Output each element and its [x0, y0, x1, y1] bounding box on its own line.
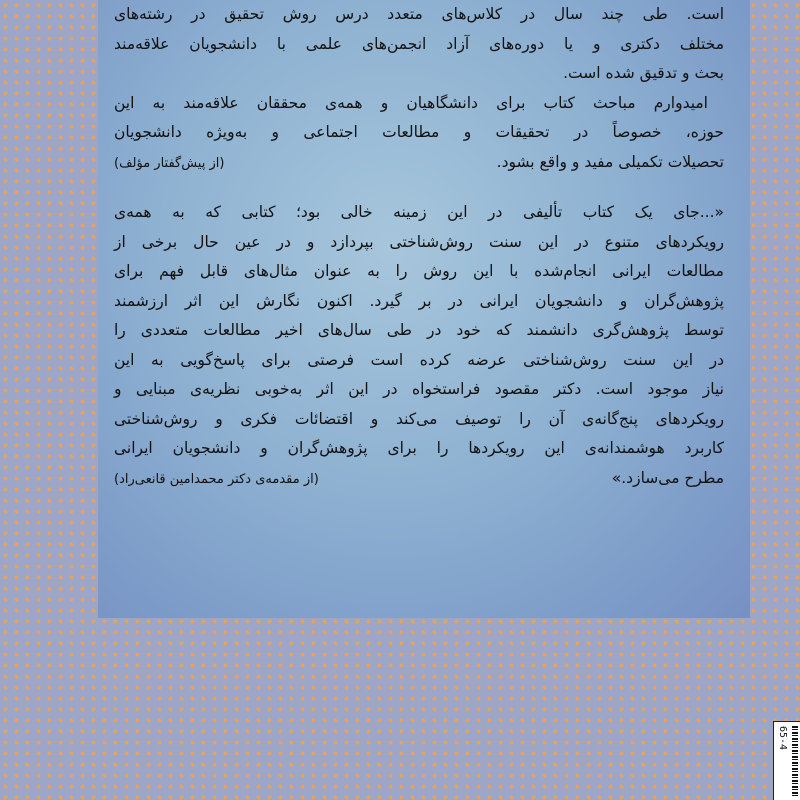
isbn-text: 65-4 — [777, 726, 788, 751]
intro-line: کاربرد هوشمندانه‌ی این رویکردها را برای پژوهش‌گران و دانشجویان ایرانی — [114, 439, 724, 457]
intro-line: «...جای یک کتاب تألیفی در این زمینه خالی بود؛ کتابی که به همه‌ی — [114, 203, 724, 221]
preface-line: مختلف دکتری و یا دوره‌های آزاد انجمن‌های علمی با دانشجویان علاقه‌مند — [114, 34, 724, 53]
intro-line: مطالعات ایرانی انجام‌شده با این روش را به عنوان مثال‌های قابل فهم برای — [114, 262, 724, 280]
intro-line: نیاز موجود است. دکتر مقصود فراستخواه در این اثر به‌خوبی نظریه‌ی مبنایی و — [114, 380, 724, 398]
intro-line: توسط پژوهش‌گری دانشمند که خود در طی سال‌های اخیر مطالعات متعددی را — [114, 321, 724, 339]
intro-line: در این سنت روش‌شناختی عرضه کرده است فرصتی برای پاسخ‌گویی به این — [114, 350, 724, 369]
introduction-source: (از مقدمه‌ی دکتر محمدامین قانعی‌راد) — [114, 471, 319, 487]
preface-line: بحث و تدقیق شده است. — [563, 64, 724, 82]
preface-line: حوزه، خصوصاً در تحقیقات و مطالعات اجتماعی و به‌ویژه دانشجویان — [114, 123, 724, 141]
preface-line: امیدوارم مباحث کتاب برای دانشگاهیان و همه‌ی محققان علاقه‌مند به این — [114, 93, 708, 112]
preface-paragraph — [114, 0, 724, 178]
introduction-paragraph — [114, 198, 724, 494]
preface-line: تحصیلات تکمیلی مفید و واقع بشود. — [496, 152, 724, 171]
intro-line: رویکردهای پنج‌گانه‌ی آن را توصیف می‌کند و اقتضائات فکری و روش‌شناختی — [114, 409, 724, 428]
preface-last-line — [114, 148, 724, 179]
intro-line: پژوهش‌گران و دانشجویان ایرانی در بر گیرد. اکنون نگارش این اثر ارزشمند — [114, 291, 724, 310]
intro-line: رویکردهای متنوع در این سنت روش‌شناختی بپردازد و در عین حال برخی از — [114, 232, 724, 251]
preface-line: است. طی چند سال در کلاس‌های متعدد درس روش تحقیق در رشته‌های — [114, 5, 724, 23]
preface-source: (از پیش‌گفتار مؤلف) — [114, 155, 225, 171]
barcode-bars — [792, 726, 798, 796]
intro-last-line — [114, 464, 724, 495]
text-panel — [98, 0, 750, 618]
isbn-barcode — [773, 721, 800, 800]
intro-line: مطرح می‌سازد.» — [611, 468, 724, 487]
